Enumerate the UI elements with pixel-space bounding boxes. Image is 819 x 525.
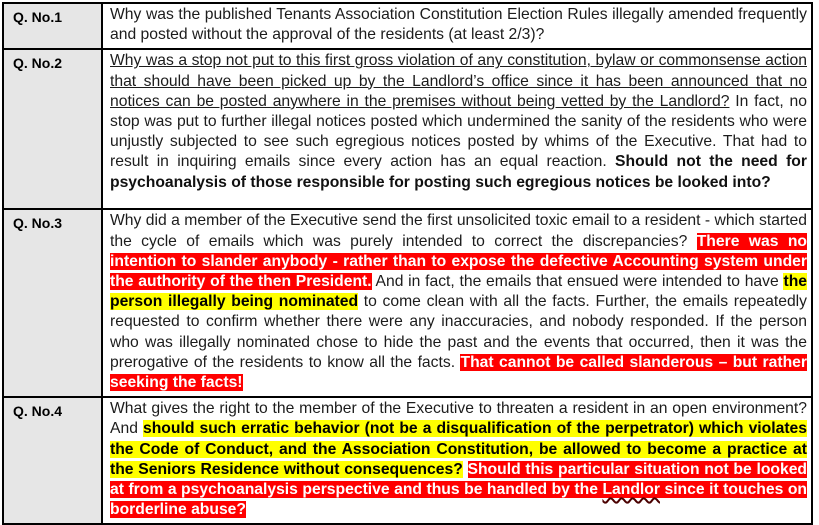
text-segment: Why did a member of the Executive send the first unsolicited toxic email to a resident - which started the cycle of emails which was purely intended to correct the discrepancies? (110, 212, 807, 250)
text-segment (463, 461, 468, 478)
red-highlight-misspelled-word: Landlor (602, 481, 660, 499)
question-row (3, 49, 812, 209)
question-number-cell: Q. No.3 (3, 209, 102, 397)
text-segment: And in fact, the emails that ensued were intended to have (371, 273, 784, 291)
yellow-highlight-text: the person illegally being nominated (110, 273, 807, 311)
question-number-cell: Q. No.4 (3, 397, 102, 524)
questions-table (2, 2, 813, 525)
text-segment: Why was the published Tenants Association Constitution Election Rules illegally amended frequently and posted without the approval of the residents (at least 2/3)? (110, 6, 807, 44)
underlined-text: Why was a stop not put to this first gross violation of any constitution, bylaw or commonsense action that should have been picked up by the Landlord’s office since it has been announced that no notices can be posted anywhere in the premises without being vetted by the Landlord? (110, 52, 807, 110)
question-row (3, 397, 812, 524)
text-segment: to come clean with all the facts. Further, the emails repeatedly requested to confirm whether there were any inaccuracies, and nobody responded. If the person who was illegally nominated chose to hide the past and the events that occurred, then it was the prerogative of the residents to know all the facts. (110, 293, 807, 371)
question-text-cell (102, 49, 812, 209)
text-segment: What gives the right to the member of the Executive to threaten a resident in an open environment? And (110, 400, 807, 438)
question-number-cell: Q. No.1 (3, 3, 102, 49)
question-row (3, 209, 812, 397)
text-segment: In fact, no stop was put to further illegal notices posted which undermined the sanity of the residents who were unjustly subjected to see such egregious notices posted by whims of the Executive. That had to result in inquiring emails since every action has an equal reaction. (110, 92, 807, 171)
red-highlight-text: That cannot be called slanderous – but rather seeking the facts! (110, 353, 807, 392)
red-highlight-text: There was no intention to slander anybody - rather than to expose the defective Accounting system under the authority of the then President. (110, 232, 807, 291)
question-text-cell (102, 209, 812, 397)
question-text-cell (102, 397, 812, 524)
red-highlight-text: Should this particular situation not be looked at from a psychoanalysis perspective and thus be handled by the (110, 460, 808, 499)
question-text-cell (102, 3, 812, 49)
question-number-cell: Q. No.2 (3, 49, 102, 209)
bold-text: Should not the need for psychoanalysis of those responsible for posting such egregious notices be looked into? (110, 153, 807, 191)
questions-table-body (3, 3, 812, 524)
yellow-highlight-text: should such erratic behavior (not be a disqualification of the perpetrator) which violates the Code of Conduct, and the Association Constitution, be allowed to become a practice at the Seniors Residence without consequences? (110, 420, 807, 478)
question-row (3, 3, 812, 49)
red-highlight-text: since it touches on borderline abuse? (110, 481, 807, 519)
